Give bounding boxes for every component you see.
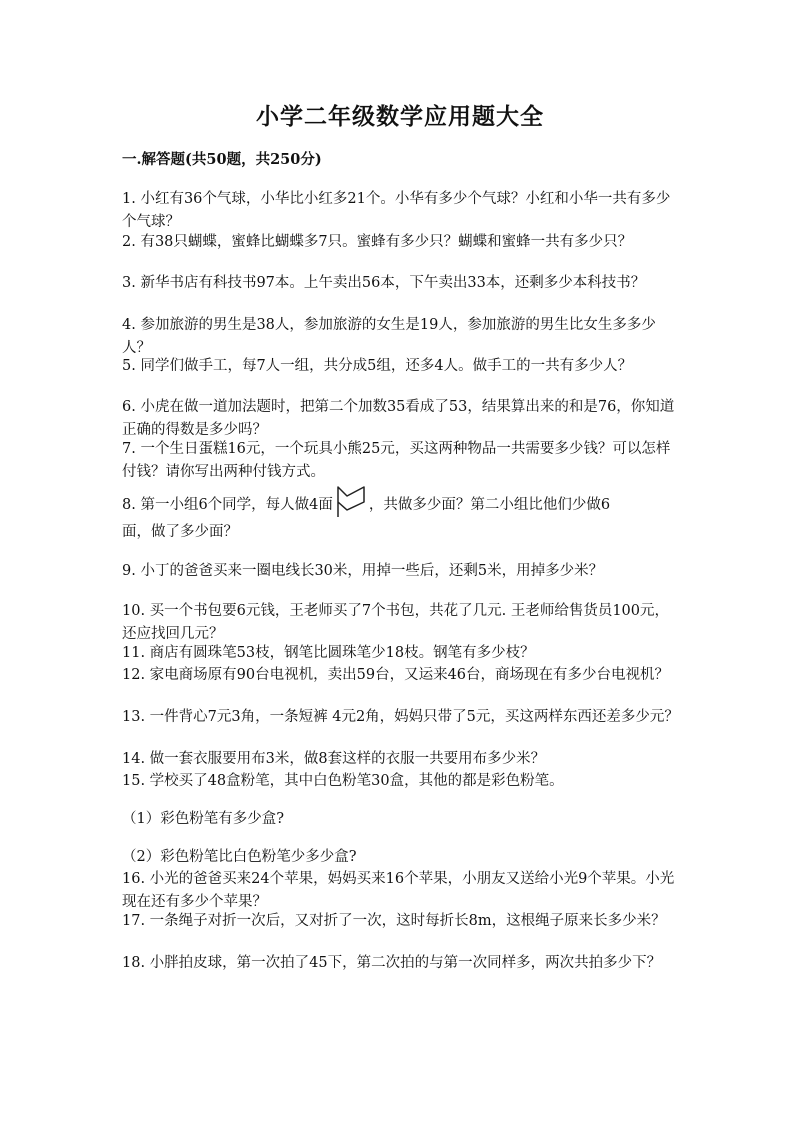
question-14: 14. 做一套衣服要用布3米，做8套这样的衣服一共要用布多少米？ [122, 751, 546, 767]
question-8-text-a: 8. 第一小组6个同学，每人做4面 [122, 497, 333, 513]
question-11: 11. 商店有圆珠笔53枝，钢笔比圆珠笔少18枝。钢笔有多少枝？ [122, 645, 535, 661]
flag-icon [335, 484, 367, 526]
question-13: 13. 一件背心7元3角，一条短裤 4元2角，妈妈只带了5元，买这两样东西还差多少元？ [122, 709, 679, 725]
question-15: 15. 学校买了48盒粉笔，其中白色粉笔30盒，其他的都是彩色粉笔。 [122, 773, 564, 789]
page-title: 小学二年级数学应用题大全 [256, 103, 544, 130]
question-8 [122, 484, 682, 526]
question-8-continued: 面，做了多少面？ [122, 524, 238, 540]
question-1: 1. 小红有36个气球，小华比小红多21个。小华有多少个气球？小红和小华一共有多少个气球？ [122, 191, 671, 230]
question-2: 2. 有38只蝴蝶，蜜蜂比蝴蝶多7只。蜜蜂有多少只？蝴蝶和蜜蜂一共有多少只？ [122, 234, 633, 250]
question-8-text-b: ，共做多少面？第二小组比他们少做6 [368, 497, 611, 513]
question-10: 10. 买一个书包要6元钱，王老师买了7个书包，共花了几元. 王老师给售货员100元，还应找回几元？ [122, 603, 670, 642]
question-17: 17. 一条绳子对折一次后，又对折了一次，这时每折长8m，这根绳子原来长多少米？ [122, 913, 666, 929]
question-6: 6. 小虎在做一道加法题时，把第二个加数35看成了53，结果算出来的和是76，你知道正确的得数是多少吗？ [122, 399, 675, 438]
question-12: 12. 家电商场原有90台电视机，卖出59台，又运来46台，商场现在有多少台电视机？ [122, 667, 670, 683]
question-15-sub-2: （2）彩色粉笔比白色粉笔少多少盒? [122, 849, 357, 865]
question-16: 16. 小光的爸爸买来24个苹果，妈妈买来16个苹果，小朋友又送给小光9个苹果。小光现在还有多少个苹果？ [122, 871, 675, 910]
question-5: 5. 同学们做手工，每7人一组，共分成5组，还多4人。做手工的一共有多少人？ [122, 358, 633, 374]
question-3: 3. 新华书店有科技书97本。上午卖出56本，下午卖出33本，还剩多少本科技书？ [122, 275, 646, 291]
section-heading: 一.解答题(共50题，共250分) [122, 151, 322, 168]
question-9: 9. 小丁的爸爸买来一圈电线长30米，用掉一些后，还剩5米，用掉多少米？ [122, 563, 604, 579]
question-15-sub-1: （1）彩色粉笔有多少盒? [122, 811, 284, 827]
question-7: 7. 一个生日蛋糕16元，一个玩具小熊25元，买这两种物品一共需要多少钱？可以怎样付钱？请你写出两种付钱方式。 [122, 441, 671, 480]
question-18: 18. 小胖拍皮球，第一次拍了45下，第二次拍的与第一次同样多，两次共拍多少下？ [122, 955, 662, 971]
question-4: 4. 参加旅游的男生是38人，参加旅游的女生是19人，参加旅游的男生比女生多多少人？ [122, 317, 656, 356]
